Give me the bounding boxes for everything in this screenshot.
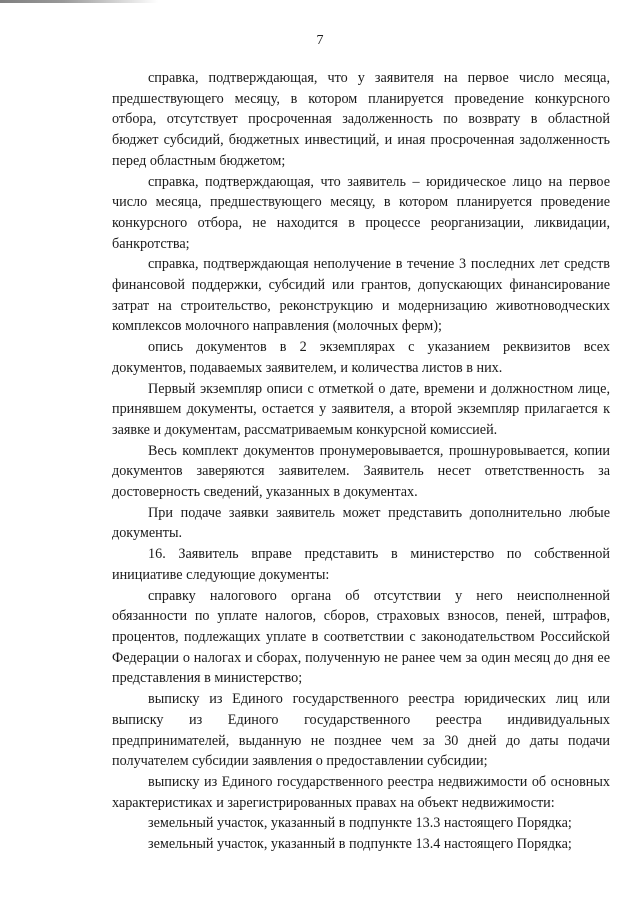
paragraph-item-16: 16. Заявитель вправе представить в министерство по собственной инициативе следующие документы:	[112, 546, 610, 583]
page-number: 7	[316, 33, 324, 48]
paragraph-inventory-copies: Первый экземпляр описи с отметкой о дате, времени и должностном лице, принявшем документы, остается у заявителя, а второй экземпляр прилагается к заявке и документам, рассматриваемым конкурсной комиссией.	[112, 380, 610, 438]
paragraph-registry-extract: выписку из Единого государственного реестра юридических лиц или выписку из Единого государственного реестра индивидуальных предпринимателей, выданную не позднее чем за 30 дней до даты подачи получателем субсидии заявления о предоставлении субсидии;	[112, 691, 610, 770]
paragraph-additional-documents: При подаче заявки заявитель может представить дополнительно любые документы.	[112, 504, 610, 542]
document-body	[112, 68, 610, 855]
paragraph-no-prior-funding: справка, подтверждающая неполучение в течение 3 последних лет средств финансовой поддержки, субсидий или грантов, допускающих финансирование затрат на строительство, реконструкцию и модернизацию животноводческих комплексов молочного направления (молочных ферм);	[112, 256, 610, 335]
paragraph-no-reorganization: справка, подтверждающая, что заявитель – юридическое лицо на первое число месяца, предшествующего месяцу, в котором планируется проведение конкурсного отбора, не находится в процессе реорганизации, ликвидации, банкротства;	[112, 173, 610, 252]
scan-artifact	[0, 0, 158, 3]
paragraph-numbering-binding: Весь комплект документов пронумеровывается, прошнуровывается, копии документов заверяются заявителем. Заявитель несет ответственность за достоверность сведений, указанных в документах.	[112, 442, 610, 501]
paragraph-tax-certificate: справку налогового органа об отсутствии у него неисполненной обязанности по уплате налогов, сборов, страховых взносов, пеней, штрафов, процентов, подлежащих уплате в соответствии с законодательством Российской Федерации о налогах и сборах, полученную не ранее чем за один месяц до дня ее представления в министерство;	[112, 587, 610, 687]
paragraph-land-plot-13-4: земельный участок, указанный в подпункте 13.4 настоящего Порядка;	[148, 836, 572, 853]
paragraph-real-estate-extract: выписку из Единого государственного реестра недвижимости об основных характеристиках и зарегистрированных правах на объект недвижимости:	[112, 773, 610, 811]
paragraph-no-overdue-debt: справка, подтверждающая, что у заявителя на первое число месяца, предшествующего месяцу, в котором планируется проведение конкурсного отбора, отсутствует просроченная задолженность по возврату в областной бюджет субсидий, бюджетных инвестиций, и иная просроченная задолженность перед областным бюджетом;	[112, 70, 610, 169]
paragraph-land-plot-13-3: земельный участок, указанный в подпункте 13.3 настоящего Порядка;	[148, 815, 572, 832]
paragraph-document-inventory: опись документов в 2 экземплярах с указанием реквизитов всех документов, подаваемых заявителем, и количества листов в них.	[112, 339, 610, 376]
